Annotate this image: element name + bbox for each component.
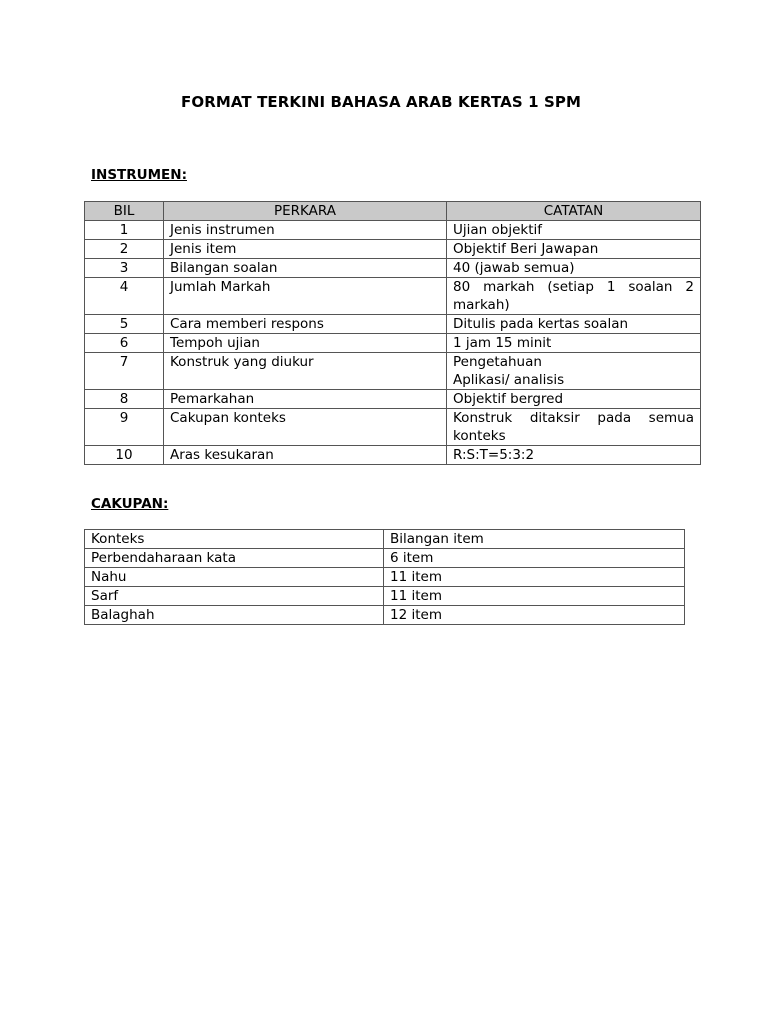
catatan-line: Ditulis pada kertas soalan bbox=[453, 316, 629, 332]
catatan-line: 40 (jawab semua) bbox=[453, 260, 575, 276]
cell-perkara: Konstruk yang diukur bbox=[164, 353, 447, 390]
cell-bilangan: Bilangan item bbox=[384, 530, 685, 549]
catatan-line: Objektif bergred bbox=[453, 391, 564, 407]
catatan-line: Pengetahuan bbox=[453, 354, 542, 370]
instrumen-table bbox=[84, 201, 701, 465]
cell-perkara: Jumlah Markah bbox=[164, 278, 447, 315]
cell-catatan bbox=[447, 409, 701, 446]
cell-bilangan: 6 item bbox=[384, 549, 685, 568]
catatan-line: R:S:T=5:3:2 bbox=[453, 447, 535, 463]
cell-konteks: Balaghah bbox=[85, 606, 384, 625]
cell-bil: 4 bbox=[85, 278, 164, 315]
cell-perkara: Bilangan soalan bbox=[164, 259, 447, 278]
cell-bil: 9 bbox=[85, 409, 164, 446]
cell-catatan bbox=[447, 390, 701, 409]
cell-konteks: Perbendaharaan kata bbox=[85, 549, 384, 568]
catatan-line: Ujian objektif bbox=[453, 222, 543, 238]
cell-bil: 6 bbox=[85, 334, 164, 353]
cell-bil: 1 bbox=[85, 221, 164, 240]
cell-konteks: Konteks bbox=[85, 530, 384, 549]
table-row bbox=[85, 409, 701, 446]
cell-catatan bbox=[447, 259, 701, 278]
cell-perkara: Cara memberi respons bbox=[164, 315, 447, 334]
cell-perkara: Aras kesukaran bbox=[164, 446, 447, 465]
instrumen-heading: INSTRUMEN: bbox=[91, 167, 187, 183]
cell-bil: 10 bbox=[85, 446, 164, 465]
cell-perkara: Jenis instrumen bbox=[164, 221, 447, 240]
cell-bilangan: 11 item bbox=[384, 568, 685, 587]
header-bil: BIL bbox=[85, 202, 164, 221]
cell-konteks: Sarf bbox=[85, 587, 384, 606]
table-row bbox=[85, 315, 701, 334]
catatan-line: Aplikasi/ analisis bbox=[453, 372, 565, 388]
cell-perkara: Pemarkahan bbox=[164, 390, 447, 409]
page-title: FORMAT TERKINI BAHASA ARAB KERTAS 1 SPM bbox=[181, 93, 581, 111]
catatan-line: Objektif Beri Jawapan bbox=[453, 241, 599, 257]
cell-perkara: Jenis item bbox=[164, 240, 447, 259]
cell-catatan bbox=[447, 315, 701, 334]
table-row bbox=[85, 568, 685, 587]
cell-bil: 3 bbox=[85, 259, 164, 278]
table-row bbox=[85, 530, 685, 549]
cell-catatan bbox=[447, 334, 701, 353]
table-row bbox=[85, 221, 701, 240]
table-row bbox=[85, 549, 685, 568]
cakupan-heading: CAKUPAN: bbox=[91, 496, 169, 512]
cell-bil: 5 bbox=[85, 315, 164, 334]
cell-konteks: Nahu bbox=[85, 568, 384, 587]
cell-perkara: Cakupan konteks bbox=[164, 409, 447, 446]
cell-perkara: Tempoh ujian bbox=[164, 334, 447, 353]
cell-catatan bbox=[447, 240, 701, 259]
cakupan-body bbox=[85, 530, 685, 625]
table-row bbox=[85, 390, 701, 409]
table-row bbox=[85, 240, 701, 259]
cell-catatan bbox=[447, 446, 701, 465]
header-catatan: CATATAN bbox=[447, 202, 701, 221]
cell-bil: 2 bbox=[85, 240, 164, 259]
cell-bilangan: 12 item bbox=[384, 606, 685, 625]
table-row bbox=[85, 587, 685, 606]
catatan-line: 80 markah (setiap 1 soalan 2 markah) bbox=[453, 279, 694, 313]
table-row bbox=[85, 259, 701, 278]
instrumen-header-row bbox=[85, 202, 701, 221]
table-row bbox=[85, 334, 701, 353]
cakupan-table bbox=[84, 529, 685, 625]
catatan-line: 1 jam 15 minit bbox=[453, 335, 552, 351]
cell-bil: 8 bbox=[85, 390, 164, 409]
catatan-line: Konstruk ditaksir pada semua konteks bbox=[453, 410, 694, 444]
table-row bbox=[85, 353, 701, 390]
instrumen-body bbox=[85, 221, 701, 465]
cell-bil: 7 bbox=[85, 353, 164, 390]
cell-catatan bbox=[447, 221, 701, 240]
cell-catatan bbox=[447, 278, 701, 315]
table-row bbox=[85, 606, 685, 625]
header-perkara: PERKARA bbox=[164, 202, 447, 221]
table-row bbox=[85, 446, 701, 465]
cell-bilangan: 11 item bbox=[384, 587, 685, 606]
table-row bbox=[85, 278, 701, 315]
cell-catatan bbox=[447, 353, 701, 390]
